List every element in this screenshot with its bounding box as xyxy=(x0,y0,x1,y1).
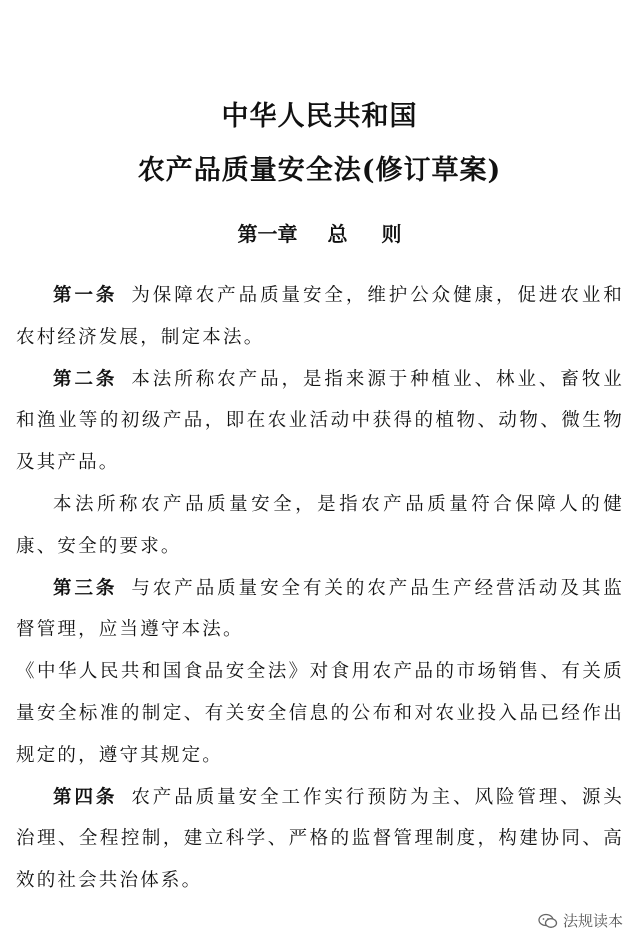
article-label: 第四条 xyxy=(53,786,118,808)
chapter-name-part1: 总 xyxy=(327,222,348,246)
chapter-number: 第一章 xyxy=(237,222,298,246)
article-text: 与农产品质量安全有关的农产品生产经营活动及其监督管理，应当遵守本法。 xyxy=(16,577,624,641)
article-label: 第三条 xyxy=(53,577,118,599)
article-3 xyxy=(16,568,624,652)
article-4 xyxy=(16,777,624,902)
chapter-heading xyxy=(0,218,639,247)
article-2 xyxy=(16,359,624,484)
watermark-text: 法规读本 xyxy=(562,912,623,930)
article-text: 为保障农产品质量安全，维护公众健康，促进农业和农村经济发展，制定本法。 xyxy=(16,285,624,348)
article-text: 本法所称农产品质量安全，是指农产品质量符合保障人的健康、安全的要求。 xyxy=(16,493,624,557)
article-text: 《中华人民共和国食品安全法》对食用农产品的市场销售、有关质量安全标准的制定、有关安全信息的公布和对农业投入品已经作出规定的，遵守其规定。 xyxy=(16,661,624,766)
article-1 xyxy=(16,275,624,359)
article-label: 第二条 xyxy=(53,368,118,390)
law-body xyxy=(16,275,624,902)
article-2-paragraph-2 xyxy=(16,484,624,568)
article-3-paragraph-2 xyxy=(16,651,624,776)
article-text: 本法所称农产品，是指来源于种植业、林业、畜牧业和渔业等的初级产品，即在农业活动中获得的植物、动物、微生物及其产品。 xyxy=(16,368,624,474)
article-text: 农产品质量安全工作实行预防为主、风险管理、源头治理、全程控制，建立科学、严格的监督管理制度，构建协同、高效的社会共治体系。 xyxy=(16,786,624,892)
watermark xyxy=(538,910,623,931)
wechat-icon xyxy=(538,913,558,929)
chapter-name-part2: 则 xyxy=(381,222,402,246)
article-label: 第一条 xyxy=(53,285,118,306)
document-title-line1: 中华人民共和国 xyxy=(221,101,418,132)
document-title-line2: 农产品质量安全法(修订草案) xyxy=(137,155,502,186)
